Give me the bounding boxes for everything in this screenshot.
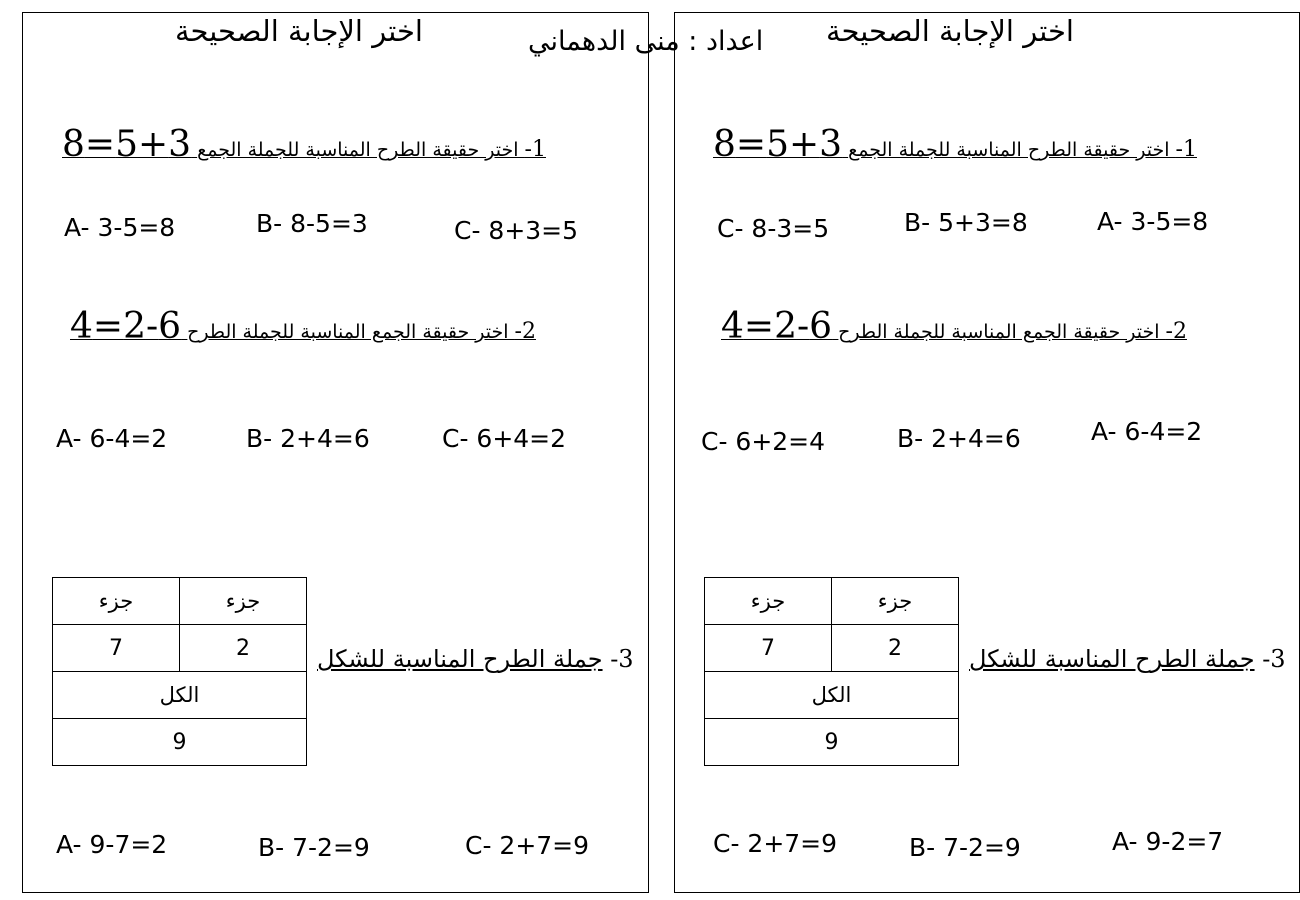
right-whole-label: الكل	[705, 672, 959, 719]
right-q2-option-a[interactable]: A- 6-4=2	[1091, 417, 1203, 446]
left-part-label-2: جزء	[180, 578, 307, 625]
left-q2-equation: 6-2=4	[70, 306, 182, 347]
left-q3-option-b[interactable]: B- 7-2=9	[258, 833, 370, 862]
left-part-2-value: 2	[180, 625, 307, 672]
right-title: اختر الإجابة الصحيحة	[826, 14, 1074, 48]
left-q1-option-a[interactable]: A- 3-5=8	[64, 213, 176, 242]
left-q2-number: 2-	[514, 319, 536, 344]
right-q3-option-b[interactable]: B- 7-2=9	[909, 833, 1021, 862]
right-q1-option-b[interactable]: B- 5+3=8	[904, 208, 1028, 237]
left-q1-prompt	[62, 124, 546, 165]
left-q3-number: 3-	[610, 645, 634, 673]
left-q3-text: جملة الطرح المناسبة للشكل	[317, 645, 603, 673]
left-q1-number: 1-	[524, 137, 546, 162]
left-q3-option-a[interactable]: A- 9-7=2	[56, 830, 168, 859]
right-q1-option-a[interactable]: A- 3-5=8	[1097, 207, 1209, 236]
left-q1-option-c[interactable]: C- 8+3=5	[454, 216, 579, 245]
left-part-label-1: جزء	[53, 578, 180, 625]
right-whole-value: 9	[705, 719, 959, 766]
right-part-label-1: جزء	[705, 578, 832, 625]
right-q3-option-a[interactable]: A- 9-2=7	[1112, 827, 1224, 856]
left-q1-option-b[interactable]: B- 8-5=3	[256, 209, 368, 238]
left-q2-prompt	[70, 306, 536, 347]
right-q3-prompt	[969, 645, 1286, 673]
right-q2-option-c[interactable]: C- 6+2=4	[701, 427, 826, 456]
left-q1-text: اختر حقيقة الطرح المناسبة للجملة الجمع	[197, 139, 519, 161]
left-whole-value: 9	[53, 719, 307, 766]
left-q2-option-b[interactable]: B- 2+4=6	[246, 424, 370, 453]
right-q1-text: اختر حقيقة الطرح المناسبة للجملة الجمع	[848, 139, 1170, 161]
right-q1-option-c[interactable]: C- 8-3=5	[717, 214, 830, 243]
left-whole-label: الكل	[53, 672, 307, 719]
right-q1-prompt	[713, 124, 1197, 165]
right-part-label-2: جزء	[832, 578, 959, 625]
left-part-whole-table	[52, 577, 307, 766]
right-q1-equation: 3+5=8	[713, 124, 843, 165]
left-q3-prompt	[317, 645, 634, 673]
left-q2-option-c[interactable]: C- 6+4=2	[442, 424, 567, 453]
right-q2-option-b[interactable]: B- 2+4=6	[897, 424, 1021, 453]
right-part-2-value: 2	[832, 625, 959, 672]
right-q2-prompt	[721, 306, 1187, 347]
right-q2-equation: 6-2=4	[721, 306, 833, 347]
right-part-whole-table	[704, 577, 959, 766]
left-q2-option-a[interactable]: A- 6-4=2	[56, 424, 168, 453]
right-q2-number: 2-	[1165, 319, 1187, 344]
left-title: اختر الإجابة الصحيحة	[175, 14, 423, 48]
right-q3-text: جملة الطرح المناسبة للشكل	[969, 645, 1255, 673]
left-q3-option-c[interactable]: C- 2+7=9	[465, 831, 590, 860]
right-q3-option-c[interactable]: C- 2+7=9	[713, 829, 838, 858]
right-part-1-value: 7	[705, 625, 832, 672]
left-q1-equation: 3+5=8	[62, 124, 192, 165]
author-credit: اعداد : منى الدهماني	[528, 26, 764, 57]
right-q2-text: اختر حقيقة الجمع المناسبة للجملة الطرح	[838, 321, 1160, 343]
right-q1-number: 1-	[1175, 137, 1197, 162]
left-q2-text: اختر حقيقة الجمع المناسبة للجملة الطرح	[187, 321, 509, 343]
left-part-1-value: 7	[53, 625, 180, 672]
right-q3-number: 3-	[1262, 645, 1286, 673]
